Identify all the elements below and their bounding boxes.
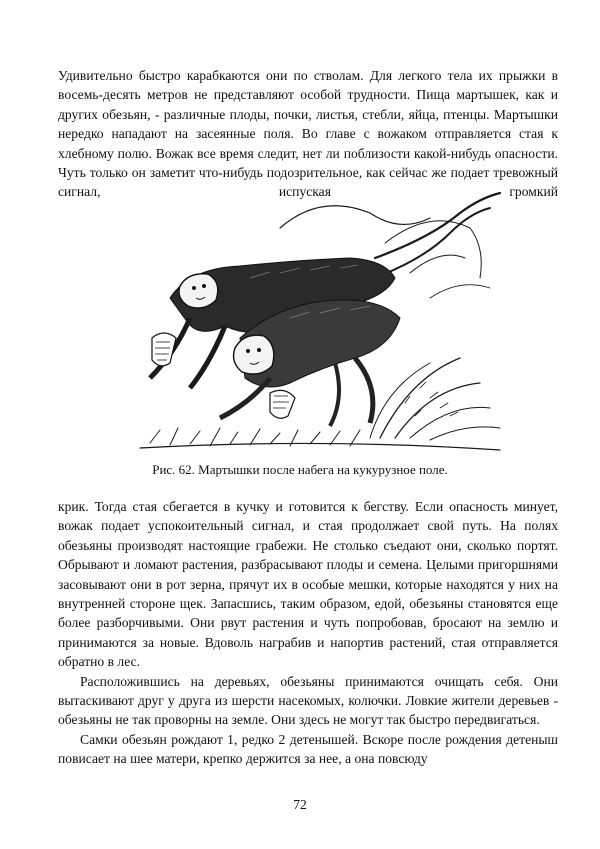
figure-caption: Рис. 62. Мартышки после набега на кукурузное поле. (152, 462, 448, 477)
bottom-paragraphs (58, 497, 558, 769)
top-paragraph (58, 66, 558, 202)
page-number: 72 (293, 797, 307, 812)
paragraph-text: крик. Тогда стая сбегается в кучку и готовится к бегству. Если опасность минует, вожак подает успокоительный сигнал, и стая продолжает свой путь. На полях обезьяны производят настоящие грабежи. Не столько съедают они, сколько портят. Обрывают и ломают растения, разбрасывают плоды и семена. Целыми пригоршнями засовывают они в рот зерна, прячут их в особые мешки, которые находятся у них на внутренней стороне щек. Запасшись, таким образом, едой, обезьяны становятся еще более разборчивыми. Они рвут растения и чуть попробовав, бросают на землю и принимаются за новые. Вдоволь награбив и напортив растений, стая отправляется обратно в лес. (58, 499, 558, 670)
monkeys-engraving-image (130, 188, 510, 458)
illustration-monkeys (130, 188, 510, 458)
paragraph-text: Расположившись на деревьях, обезьяны принимаются очищать себя. Они вытаскивают друг у друга из шерсти насекомых, колючки. Ловкие жители деревьев - обезьяны не так проворны на земле. Они здесь не могут так быстро передвигаться. (58, 673, 558, 728)
paragraph-text: Удивительно быстро карабкаются они по стволам. Для легкого тела их прыжки в восемь-десять метров не представляют особой трудности. Пища мартышек, как и других обезьян, - различные плоды, почки, листья, стебли, яйца, птенцы. Мартышки нередко нападают на засеянные поля. Во главе с вожаком отправляется стая к хлебному полю. Вожак все время следит, нет ли поблизости какой-нибудь опасности. Чуть только он заметит что-нибудь подозрительное, как сейчас же подает тревожный сигнал, испуская громкий (58, 68, 558, 200)
paragraph-text: Самки обезьян рождают 1, редко 2 детенышей. Вскоре после рождения детеныш повисает на шее матери, крепко держится за нее, а она повсюду (58, 731, 558, 767)
